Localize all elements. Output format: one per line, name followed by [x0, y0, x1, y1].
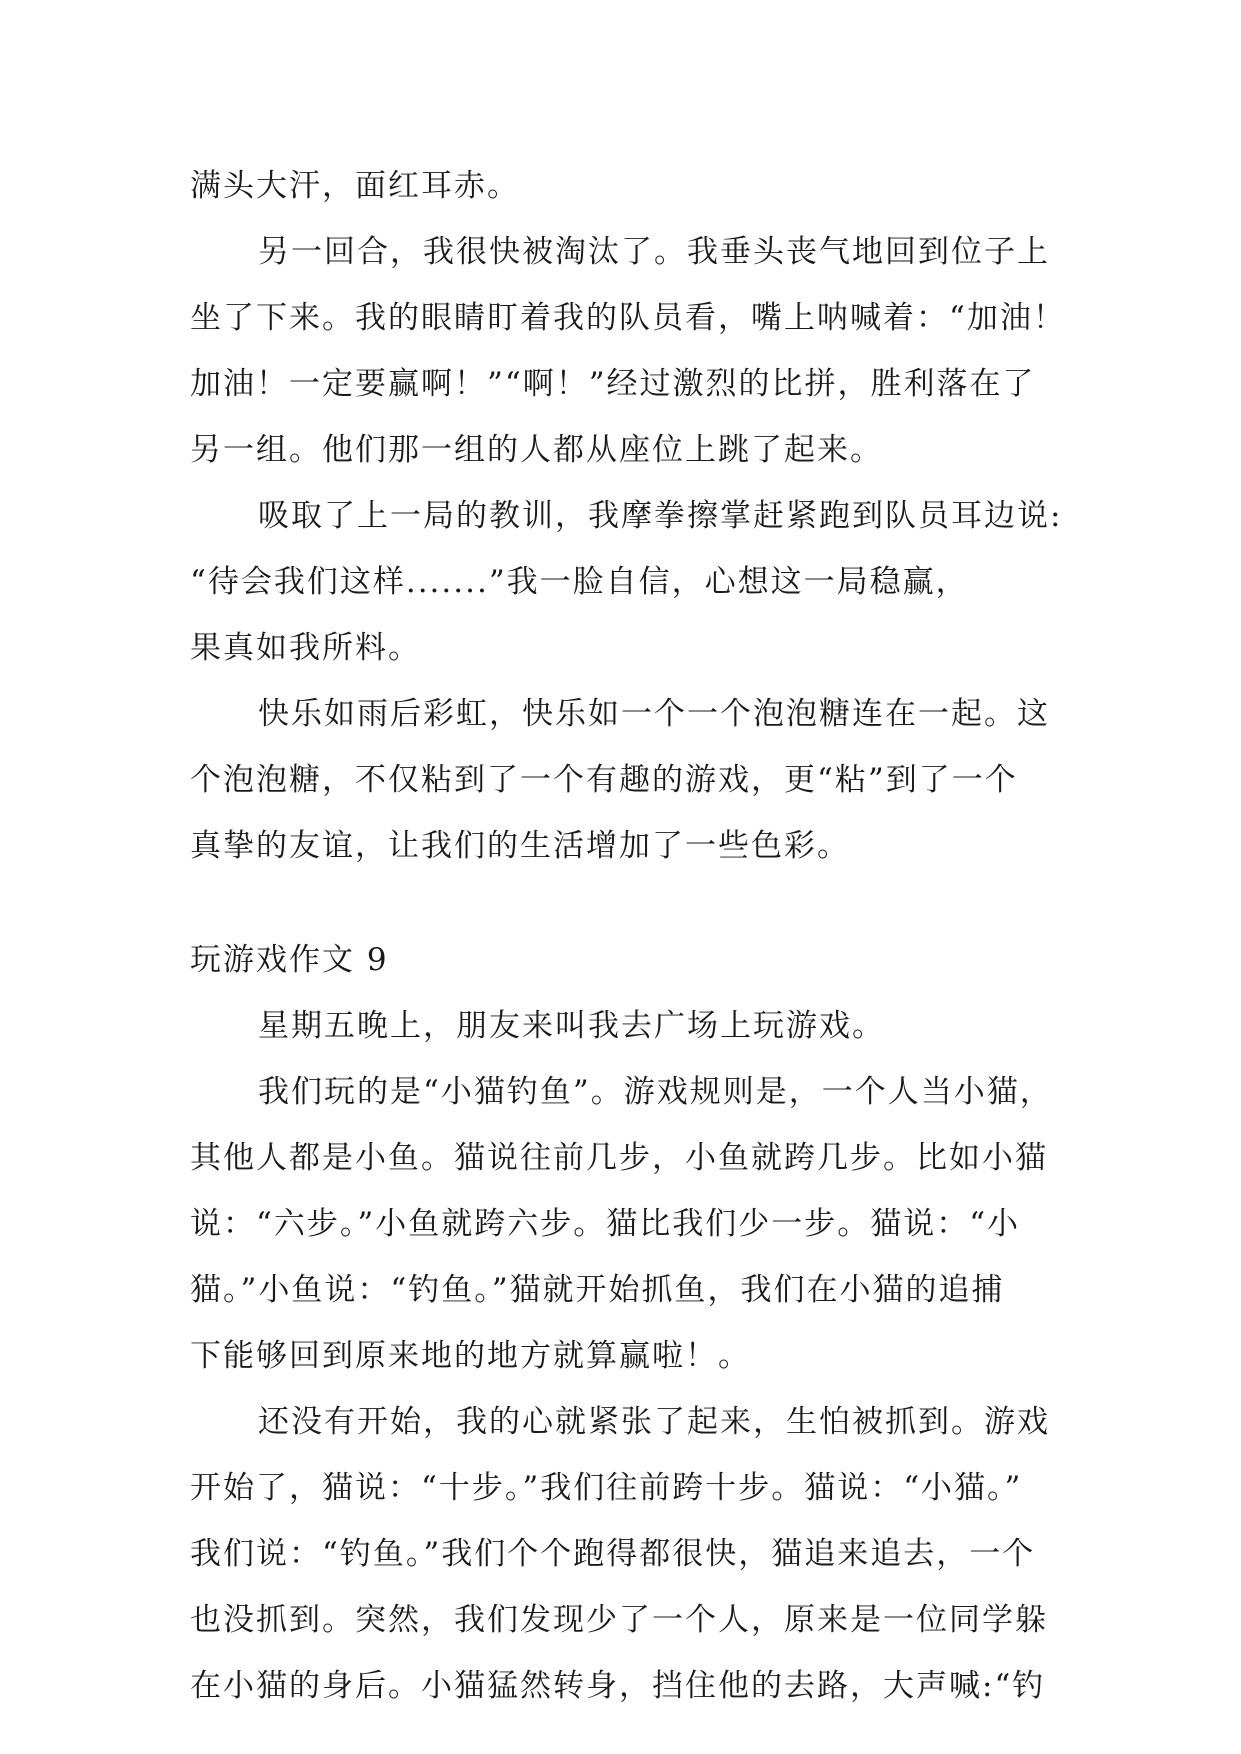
text-line: 果真如我所料。 — [190, 630, 421, 666]
text-line: 个泡泡糖，不仅粘到了一个有趣的游戏，更“粘”到了一个 — [190, 762, 1018, 798]
text-line: “待会我们这样.......”我一脸自信，心想这一局稳赢， — [190, 564, 969, 600]
paragraph-first-line: 吸取了上一局的教训，我摩拳擦掌赶紧跑到队员耳边说: — [258, 498, 1063, 534]
text-line: 另一组。他们那一组的人都从座位上跳了起来。 — [190, 432, 883, 468]
text-line: 说：“六步。”小鱼就跨六步。猫比我们少一步。猫说：“小 — [190, 1206, 1021, 1242]
paragraph-first-line: 另一回合，我很快被淘汰了。我垂头丧气地回到位子上 — [258, 234, 1050, 270]
text-line: 也没抓到。突然，我们发现少了一个人，原来是一位同学躲 — [190, 1602, 1048, 1638]
text-line: 猫。”小鱼说：“钓鱼。”猫就开始抓鱼，我们在小猫的追捕 — [190, 1272, 1005, 1308]
text-line: 加油！一定要赢啊！”“啊！”经过激烈的比拼，胜利落在了 — [190, 366, 1036, 402]
text-line: 其他人都是小鱼。猫说往前几步，小鱼就跨几步。比如小猫 — [190, 1140, 1048, 1176]
text-line: 下能够回到原来地的地方就算赢啦！。 — [190, 1338, 751, 1374]
text-line: 满头大汗，面红耳赤。 — [190, 168, 520, 204]
paragraph-first-line: 还没有开始，我的心就紧张了起来，生怕被抓到。游戏 — [258, 1404, 1050, 1440]
section-heading: 玩游戏作文 9 — [190, 942, 389, 978]
text-line: 坐了下来。我的眼睛盯着我的队员看，嘴上呐喊着：“加油！ — [190, 300, 1066, 336]
paragraph-first-line: 我们玩的是“小猫钓鱼”。游戏规则是，一个人当小猫， — [258, 1074, 1053, 1110]
text-line: 在小猫的身后。小猫猛然转身，挡住他的去路，大声喊:“钓 — [190, 1668, 1046, 1704]
text-line: 开始了，猫说：“十步。”我们往前跨十步。猫说：“小猫。” — [190, 1470, 1023, 1506]
paragraph-first-line: 快乐如雨后彩虹，快乐如一个一个泡泡糖连在一起。这 — [258, 696, 1050, 732]
text-line: 我们说：“钓鱼。”我们个个跑得都很快，猫追来追去，一个 — [190, 1536, 1036, 1572]
text-line: 真挚的友谊，让我们的生活增加了一些色彩。 — [190, 828, 850, 864]
paragraph-first-line: 星期五晚上，朋友来叫我去广场上玩游戏。 — [258, 1008, 885, 1044]
